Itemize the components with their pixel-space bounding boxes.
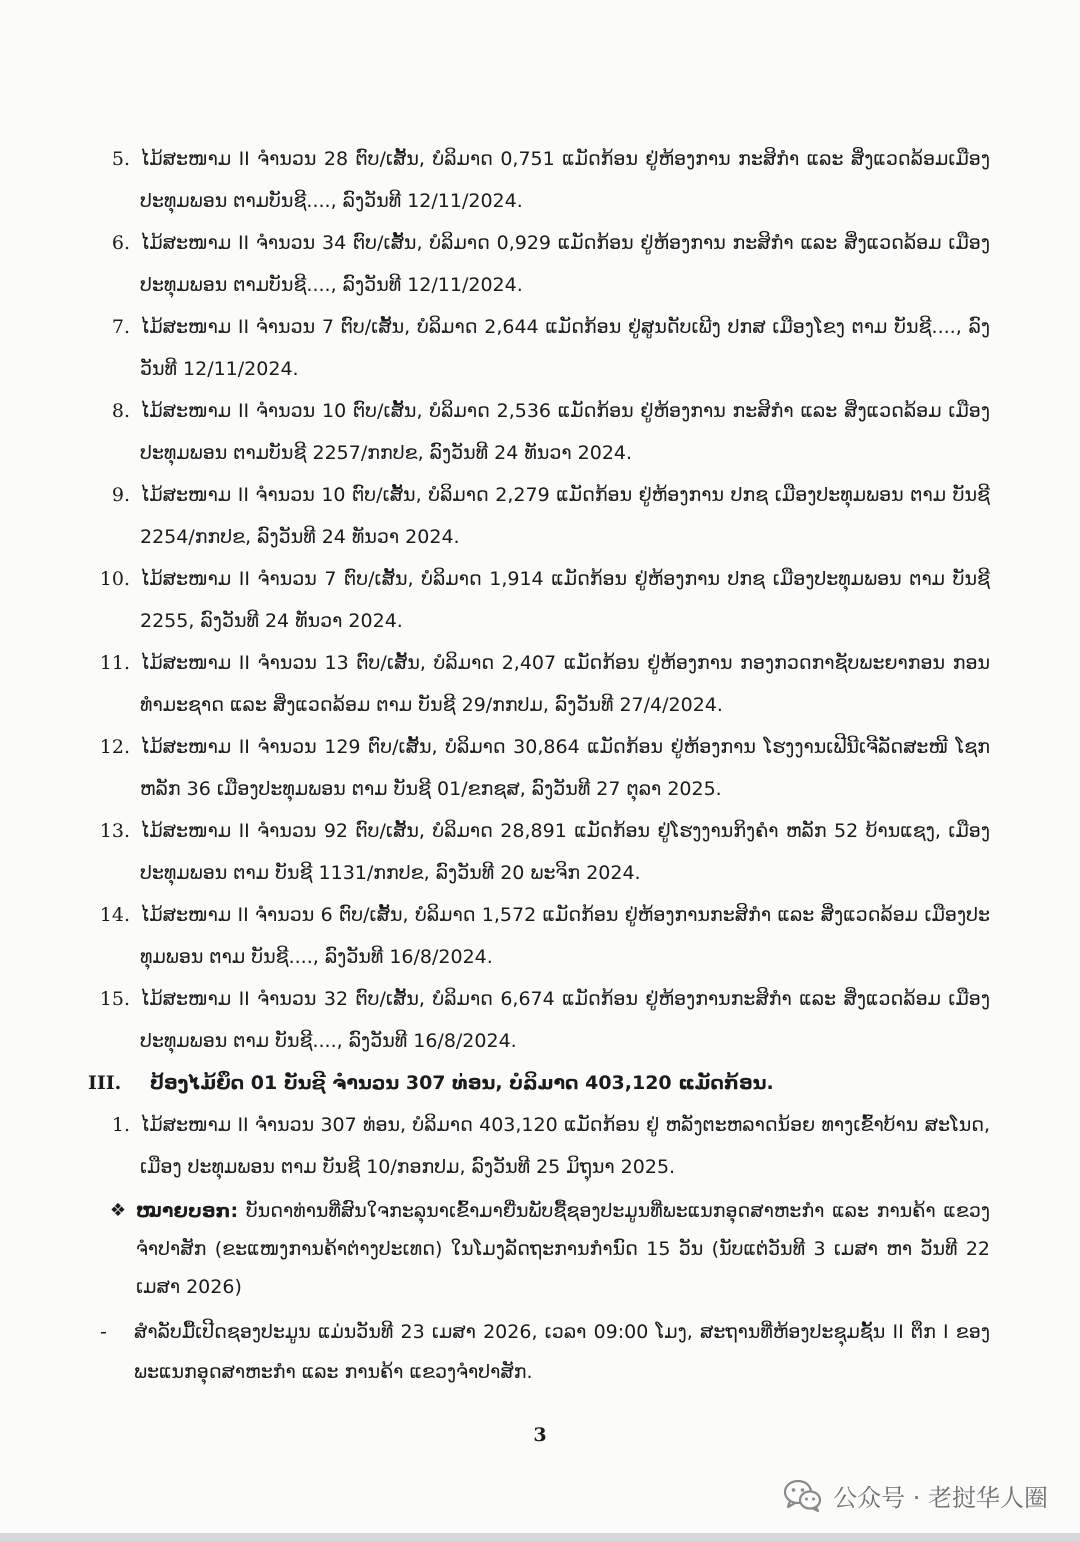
list-item (60, 306, 990, 390)
list-item (60, 558, 990, 642)
dash-note (60, 1312, 990, 1392)
item-text: ໄມ້ສະໜາມ II ຈຳນວນ 10 ຕົບ/ເສັ້ນ, ບໍລິມາດ 2,536 ແມັດກ້ອນ ຢູ່ຫ້ອງການ ກະສິກຳ ແລະ ສິ່ງແວດລ້ອມ ເມືອງປະທຸມພອນ ຕາມບັນຊີ 2257/ກກປຂ, ລົງວັນທີ 24 ທັນວາ 2024. (140, 400, 990, 464)
list-item (60, 642, 990, 726)
list-item (60, 894, 990, 978)
page-number: 3 (533, 1424, 547, 1446)
item-text: ໄມ້ສະໜາມ II ຈຳນວນ 7 ຕົບ/ເສັ້ນ, ບໍລິມາດ 2,644 ແມັດກ້ອນ ຢູ່ສູນດັບເພີງ ປກສ ເມືອງໂຂງ ຕາມ ບັນຊີ...., ລົງວັນທີ 12/11/2024. (140, 316, 990, 380)
list-item (60, 810, 990, 894)
item-number: 5. (111, 148, 130, 170)
item-number: 8. (111, 400, 130, 422)
item-text: ໄມ້ສະໜາມ II ຈຳນວນ 129 ຕົບ/ເສັ້ນ, ບໍລິມາດ 30,864 ແມັດກ້ອນ ຢູ່ຫ້ອງການ ໂຮງງານເຟີນີເຈີລັດສະໜີ ໂຊກ ຫລັກ 36 ເມືອງປະທຸມພອນ ຕາມ ບັນຊີ 01/ຂກຊສ, ລົງວັນທີ 27 ຕຸລາ 2025. (140, 736, 990, 800)
list-item (60, 222, 990, 306)
dash-note-text: ສຳລັບມື້ເປີດຊອງປະມູນ ແມ່ນວັນທີ 23 ເມສາ 2026, ເວລາ 09:00 ໂມງ, ສະຖານທີ່ຫ້ອງປະຊຸມຊັ້ນ II ຕຶກ I ຂອງ ພະແນກອຸດສາຫະກຳ ແລະ ການຄ້າ ແຂວງຈຳປາສັກ. (134, 1321, 990, 1383)
list-item (60, 138, 990, 222)
item-text: ໄມ້ສະໜາມ II ຈຳນວນ 7 ຕົບ/ເສັ້ນ, ບໍລິມາດ 1,914 ແມັດກ້ອນ ຢູ່ຫ້ອງການ ປກຊ ເມືອງປະທຸມພອນ ຕາມ ບັນຊີ 2255, ລົງວັນທີ 24 ທັນວາ 2024. (140, 568, 990, 632)
item-number: 1. (111, 1114, 130, 1136)
item-text: ໄມ້ສະໜາມ II ຈຳນວນ 6 ຕົບ/ເສັ້ນ, ບໍລິມາດ 1,572 ແມັດກ້ອນ ຢູ່ຫ້ອງການກະສິກຳ ແລະ ສິ່ງແວດລ້ອມ ເມືອງປະທຸມພອນ ຕາມ ບັນຊີ...., ລົງວັນທີ 16/8/2024. (140, 904, 990, 968)
section-heading (60, 1062, 990, 1104)
item-number: 9. (111, 484, 130, 506)
item-text: ໄມ້ສະໜາມ II ຈຳນວນ 34 ຕົບ/ເສັ້ນ, ບໍລິມາດ 0,929 ແມັດກ້ອນ ຢູ່ຫ້ອງການ ກະສິກຳ ແລະ ສິ່ງແວດລ້ອມ ເມືອງປະທຸມພອນ ຕາມບັນຊີ...., ລົງວັນທີ 12/11/2024. (140, 232, 990, 296)
watermark (783, 1478, 1048, 1513)
item-number: 12. (99, 736, 130, 758)
list-item (60, 1104, 990, 1188)
list-item (60, 474, 990, 558)
note-label: ໝາຍບອກ: (136, 1200, 239, 1222)
item-number: 11. (99, 652, 130, 674)
document-body (60, 138, 990, 1392)
item-number: 10. (99, 568, 130, 590)
item-number: 14. (99, 904, 130, 926)
item-text: ໄມ້ສະໜາມ II ຈຳນວນ 307 ທ່ອນ, ບໍລິມາດ 403,120 ແມັດກ້ອນ ຢູ່ ຫລັງຕະຫລາດນ້ອຍ ທາງເຂົ້າບ້ານ ສະໂນດ, ເມືອງ ປະທຸມພອນ ຕາມ ບັນຊີ 10/ກອກປມ, ລົງວັນທີ 25 ມິຖຸນາ 2025. (140, 1114, 990, 1178)
diamond-bullet-icon: ❖ (109, 1200, 127, 1221)
item-number: 7. (111, 316, 130, 338)
section-number: III. (88, 1072, 122, 1094)
list-item (60, 726, 990, 810)
note-block (60, 1192, 990, 1306)
note-text (136, 1192, 990, 1306)
dash-bullet-icon: - (100, 1321, 107, 1343)
item-number: 15. (99, 988, 130, 1010)
wechat-icon (783, 1479, 823, 1513)
list-item (60, 390, 990, 474)
item-number: 6. (111, 232, 130, 254)
item-text: ໄມ້ສະໜາມ II ຈຳນວນ 28 ຕົບ/ເສັ້ນ, ບໍລິມາດ 0,751 ແມັດກ້ອນ ຢູ່ຫ້ອງການ ກະສິກຳ ແລະ ສິ່ງແວດລ້ອມເມືອງປະທຸມພອນ ຕາມບັນຊີ...., ລົງວັນທີ 12/11/2024. (140, 148, 990, 212)
item-text: ໄມ້ສະໜາມ II ຈຳນວນ 13 ຕົບ/ເສັ້ນ, ບໍລິມາດ 2,407 ແມັດກ້ອນ ຢູ່ຫ້ອງການ ກອງກວດກາຊັບພະຍາກອນ ກອນທຳມະຊາດ ແລະ ສິ່ງແວດລ້ອມ ຕາມ ບັນຊີ 29/ກກປມ, ລົງວັນທີ 27/4/2024. (140, 652, 990, 716)
item-text: ໄມ້ສະໜາມ II ຈຳນວນ 32 ຕົບ/ເສັ້ນ, ບໍລິມາດ 6,674 ແມັດກ້ອນ ຢູ່ຫ້ອງການກະສິກຳ ແລະ ສິ່ງແວດລ້ອມ ເມືອງປະທຸມພອນ ຕາມ ບັນຊີ...., ລົງວັນທີ 16/8/2024. (140, 988, 990, 1052)
item-text: ໄມ້ສະໜາມ II ຈຳນວນ 92 ຕົບ/ເສັ້ນ, ບໍລິມາດ 28,891 ແມັດກ້ອນ ຢູ່ໂຮງງານກິງຄຳ ຫລັກ 52 ບ້ານແຊງ, ເມືອງປະທຸມພອນ ຕາມ ບັນຊີ 1131/ກກປຂ, ລົງວັນທີ 20 ພະຈິກ 2024. (140, 820, 990, 884)
section-title: ປ້ອງໄມ້ຍຶດ 01 ບັນຊີ ຈຳນວນ 307 ທ່ອນ, ບໍລິມາດ 403,120 ແມັດກ້ອນ. (150, 1072, 774, 1094)
item-number: 13. (99, 820, 130, 842)
bottom-strip (0, 1533, 1080, 1541)
note-body: ບັນດາທ່ານທີ່ສົນໃຈກະລຸນາເຂົ້າມາຍື່ນພັບຊື້ຊອງປະມູນທີ່ພະແນກອຸດສາຫະກຳ ແລະ ການຄ້າ ແຂວງຈຳປາສັກ (ຂະແໜງການຄ້າຕ່າງປະເທດ) ໃນໂມງລັດຖະການກຳນົດ 15 ວັນ (ນັບແຕ່ວັນທີ 3 ເມສາ ຫາ ວັນທີ 22 ເມສາ 2026) (136, 1200, 990, 1298)
watermark-text: 公众号 · 老挝华人圈 (833, 1484, 1048, 1512)
item-text: ໄມ້ສະໜາມ II ຈຳນວນ 10 ຕົບ/ເສັ້ນ, ບໍລິມາດ 2,279 ແມັດກ້ອນ ຢູ່ຫ້ອງການ ປກຊ ເມືອງປະທຸມພອນ ຕາມ ບັນຊີ 2254/ກກປຂ, ລົງວັນທີ 24 ທັນວາ 2024. (140, 484, 990, 548)
list-item (60, 978, 990, 1062)
